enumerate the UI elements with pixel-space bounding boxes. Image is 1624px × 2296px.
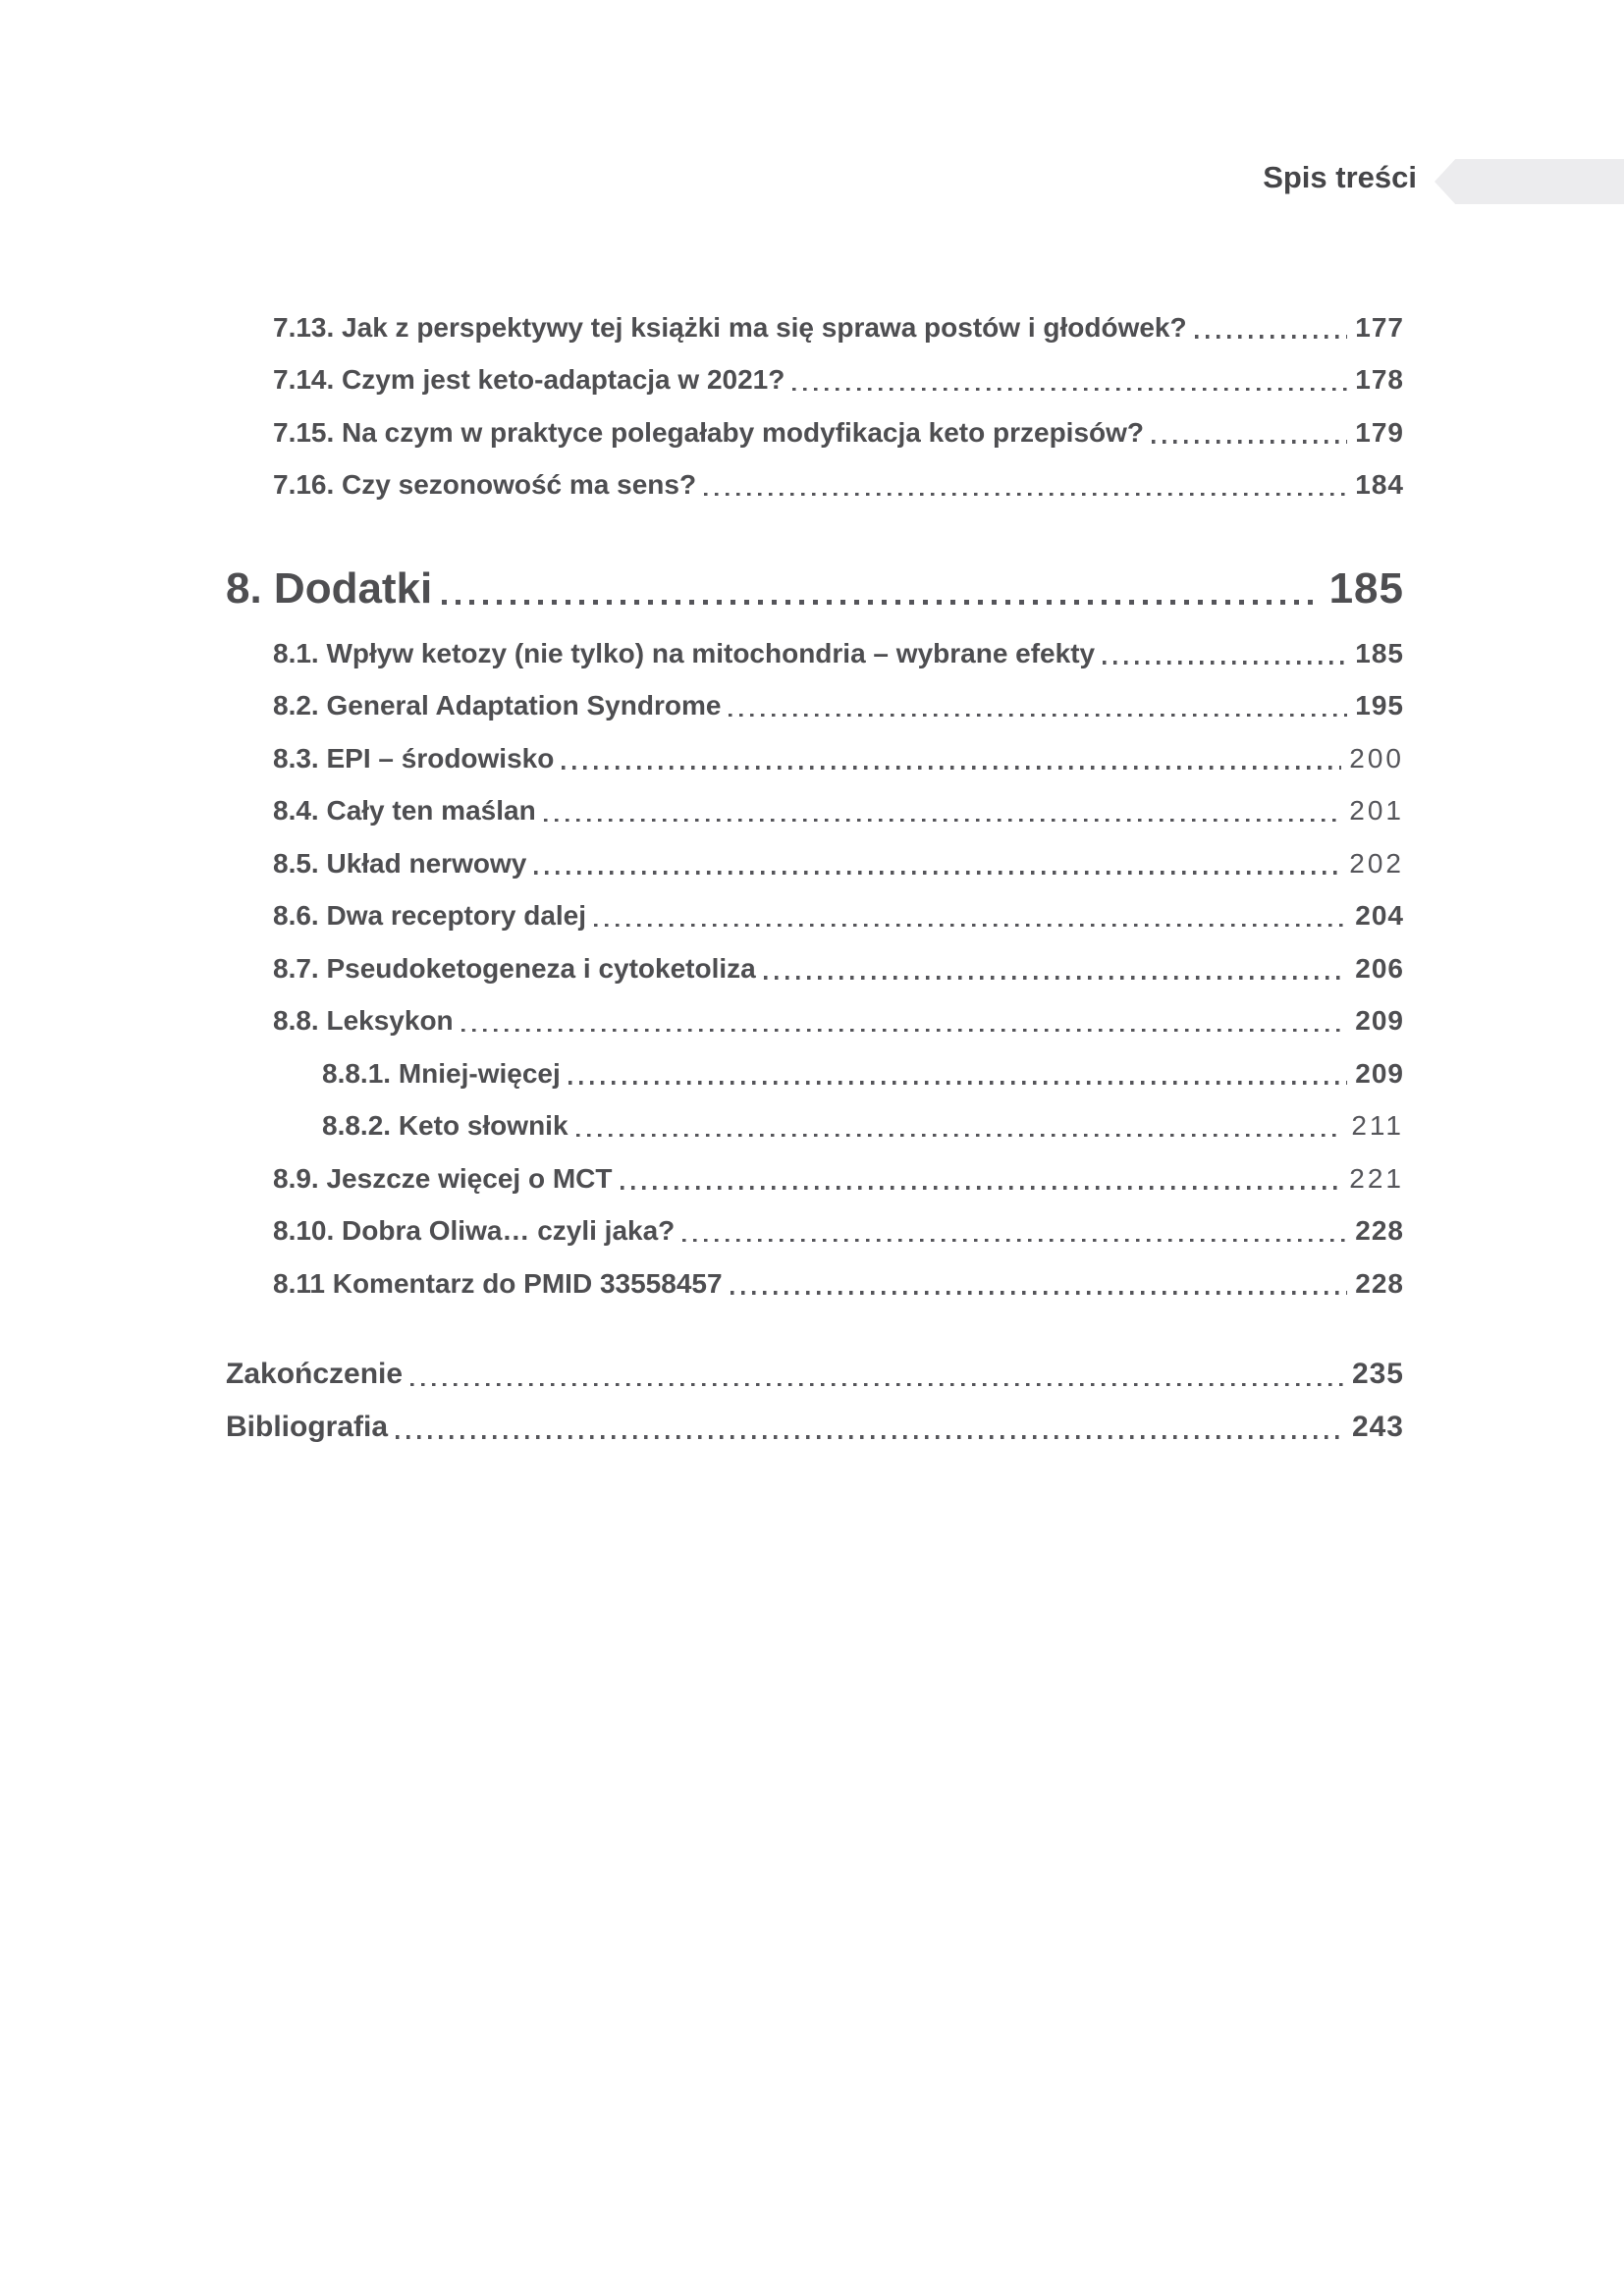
toc-leader-dots (576, 1134, 1344, 1138)
toc-entry (273, 401, 1404, 454)
toc-leader-dots (792, 388, 1347, 392)
toc-entry-label: 8.11 Komentarz do PMID 33558457 (273, 1267, 723, 1299)
toc-entry-label: 7.15. Na czym w praktyce polegałaby modyfikacja keto przepisów? (273, 416, 1145, 448)
toc-entry-label: Zakończenie (226, 1358, 404, 1390)
toc-entry (273, 349, 1404, 402)
toc-leader-dots (731, 1291, 1348, 1295)
toc-entry-page: 202 (1349, 847, 1404, 879)
toc-entry (273, 296, 1404, 349)
toc-entry (273, 990, 1404, 1043)
toc-entry-label: 8.1. Wpływ ketozy (nie tylko) na mitochondria – wybrane efekty (273, 637, 1096, 668)
toc-leader-dots (461, 1029, 1348, 1033)
toc-entry-page: 185 (1328, 564, 1404, 613)
toc-entry-label: 8.8. Leksykon (273, 1005, 454, 1036)
toc-leader-dots (410, 1383, 1344, 1387)
toc-entry (322, 1095, 1404, 1148)
toc-leader-dots (729, 714, 1347, 718)
toc-leader-dots (562, 766, 1341, 770)
toc-entry-page: 185 (1355, 637, 1404, 668)
toc-entry (273, 1253, 1404, 1306)
toc-entry (273, 832, 1404, 885)
toc-leader-dots (568, 1081, 1348, 1085)
toc-entry-page: 177 (1355, 311, 1404, 343)
page-title: Spis treści (1263, 160, 1417, 194)
toc-entry-label: 8.10. Dobra Oliwa… czyli jaka? (273, 1215, 676, 1246)
toc-entry-label: 8.8.2. Keto słownik (322, 1110, 568, 1141)
toc-entry-page: 179 (1355, 416, 1404, 448)
toc-entry (273, 885, 1404, 938)
toc-list (226, 296, 1404, 1450)
toc-entry-label: 8.3. EPI – środowisko (273, 742, 555, 774)
toc-entry-label: 7.13. Jak z perspektywy tej książki ma się sprawa postów i głodówek? (273, 311, 1187, 343)
toc-leader-dots (594, 924, 1347, 928)
toc-entry-page: 200 (1349, 742, 1404, 774)
toc-entry (322, 1042, 1404, 1095)
toc-entry-label: 8.9. Jeszcze więcej o MCT (273, 1162, 613, 1194)
toc-leader-dots (682, 1239, 1347, 1243)
toc-entry-page: 209 (1355, 1057, 1404, 1089)
toc-entry-label: 8.8.1. Mniej-więcej (322, 1057, 561, 1089)
toc-entry (273, 675, 1404, 728)
toc-entry-page: 206 (1355, 952, 1404, 984)
toc-leader-dots (704, 493, 1347, 497)
toc-entry (273, 937, 1404, 990)
toc-leader-dots (621, 1186, 1342, 1190)
toc-leader-dots (534, 871, 1341, 875)
toc-leader-dots (1103, 661, 1347, 665)
toc-entry-label: 8.5. Układ nerwowy (273, 847, 527, 879)
toc-leader-dots (1152, 440, 1347, 444)
toc-entry-label: Bibliografia (226, 1410, 389, 1443)
toc-entry-page: 221 (1349, 1162, 1404, 1194)
toc-entry-page: 184 (1355, 469, 1404, 500)
toc-entry (273, 780, 1404, 833)
toc-entry (226, 1397, 1404, 1450)
toc-entry (273, 727, 1404, 780)
toc-leader-dots (396, 1435, 1344, 1439)
toc-entry-page: 195 (1355, 690, 1404, 721)
toc-entry-label: 8.6. Dwa receptory dalej (273, 900, 587, 931)
toc-leader-dots (442, 600, 1319, 605)
toc-entry-page: 178 (1355, 364, 1404, 395)
toc-entry (273, 1201, 1404, 1254)
toc-entry-page: 228 (1355, 1215, 1404, 1246)
toc-entry (273, 1148, 1404, 1201)
toc-entry-page: 243 (1351, 1410, 1404, 1443)
toc-entry-label: 8.2. General Adaptation Syndrome (273, 690, 722, 721)
toc-entry-label: 7.14. Czym jest keto-adaptacja w 2021? (273, 364, 785, 395)
toc-entry (273, 622, 1404, 675)
toc-leader-dots (764, 976, 1348, 980)
toc-entry-page: 201 (1349, 795, 1404, 826)
toc-entry-label: 8.7. Pseudoketogeneza i cytoketoliza (273, 952, 756, 984)
toc-entry (273, 454, 1404, 507)
toc-entry-page: 204 (1355, 900, 1404, 931)
toc-leader-dots (544, 819, 1342, 823)
toc-entry-page: 228 (1355, 1267, 1404, 1299)
toc-entry-page: 209 (1355, 1005, 1404, 1036)
toc-entry-page: 235 (1351, 1358, 1404, 1390)
toc-entry-label: 8. Dodatki (226, 564, 433, 613)
toc-entry-label: 7.16. Czy sezonowość ma sens? (273, 469, 697, 500)
toc-entry (226, 546, 1404, 622)
toc-entry (226, 1345, 1404, 1398)
toc-leader-dots (1195, 335, 1348, 339)
toc-entry-label: 8.4. Cały ten maślan (273, 795, 536, 826)
toc-entry-page: 211 (1351, 1110, 1404, 1141)
header-banner-shape (1435, 159, 1624, 204)
